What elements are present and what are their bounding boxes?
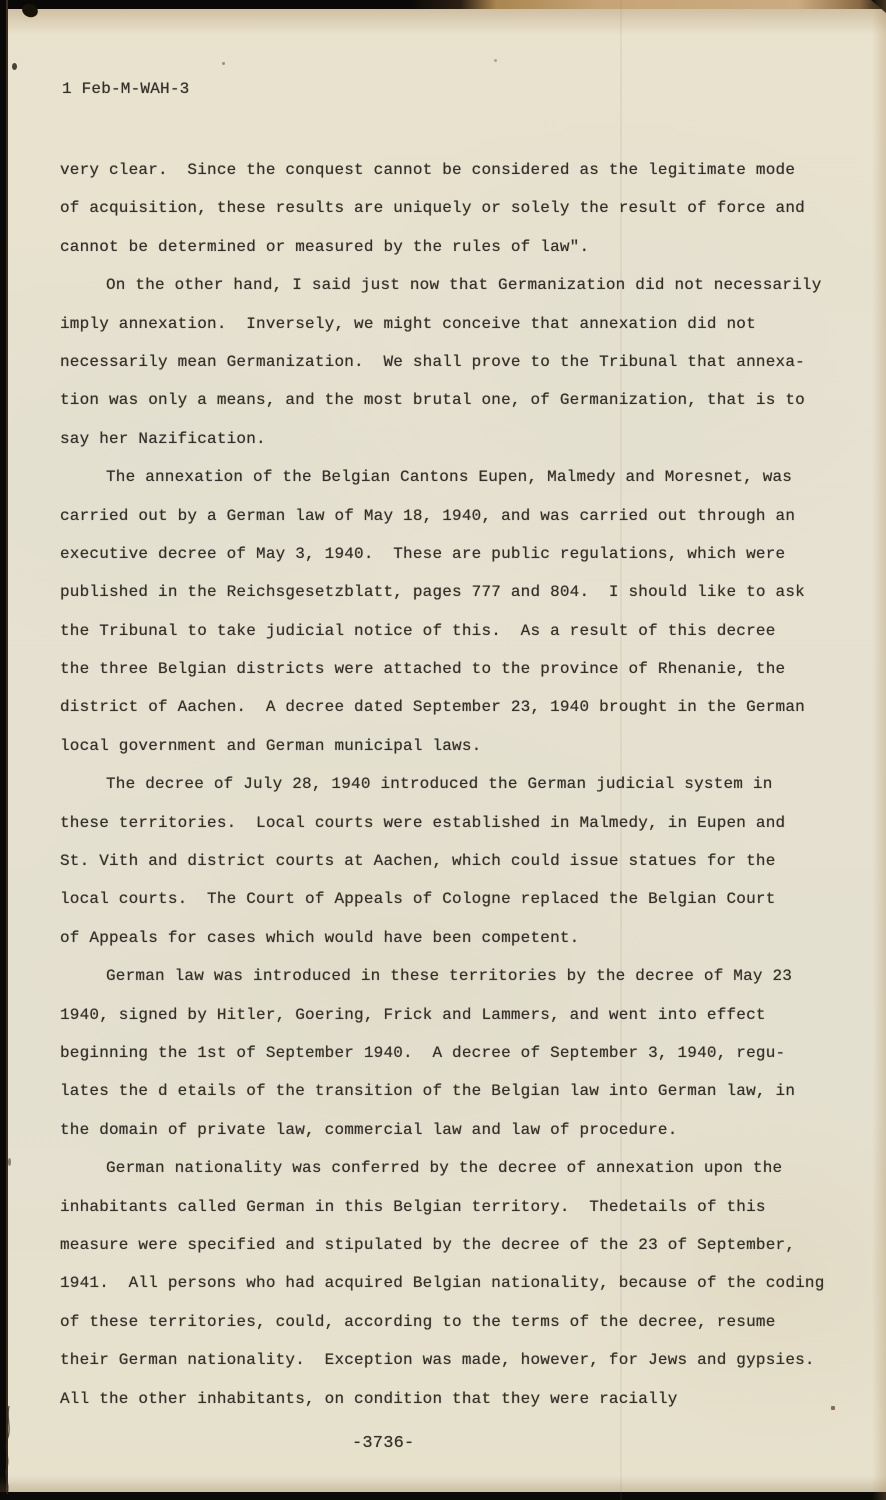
typed-line: German law was introduced in these territories by the decree of May 23 — [106, 967, 793, 986]
document-body — [0, 151, 886, 1418]
typed-line: the domain of private law, commercial law and law of procedure. — [60, 1120, 678, 1139]
typed-line: executive decree of May 3, 1940. These are public regulations, which were — [60, 544, 786, 563]
typed-line: All the other inhabitants, on condition that they were racially — [60, 1389, 678, 1408]
paper-top-shadow — [0, 9, 886, 35]
typed-line: imply annexation. Inversely, we might conceive that annexation did not — [60, 314, 756, 333]
typed-line: published in the Reichsgesetzblatt, pages 777 and 804. I should like to ask — [60, 583, 805, 602]
typed-line: local government and German municipal laws. — [60, 736, 482, 755]
typed-line: beginning the 1st of September 1940. A decree of September 3, 1940, regu- — [60, 1043, 786, 1062]
typed-line: these territories. Local courts were established in Malmedy, in Eupen and — [60, 813, 786, 832]
ink-speck — [494, 59, 497, 62]
scan-edge-top — [0, 0, 886, 9]
page-number: -3736- — [352, 1434, 415, 1453]
ink-speck — [222, 62, 225, 65]
typed-line: St. Vith and district courts at Aachen, which could issue statues for the — [60, 852, 776, 871]
typed-line: The annexation of the Belgian Cantons Eupen, Malmedy and Moresnet, was — [106, 468, 793, 487]
typed-line: of Appeals for cases which would have been competent. — [60, 928, 580, 947]
typed-line: The decree of July 28, 1940 introduced the German judicial system in — [106, 775, 773, 794]
typed-line: very clear. Since the conquest cannot be considered as the legitimate mode — [60, 161, 796, 179]
typed-line: of these territories, could, according to the terms of the decree, resume — [60, 1312, 776, 1331]
typed-line: carried out by a German law of May 18, 1940, and was carried out through an — [60, 506, 796, 525]
typed-line: say her Nazification. — [60, 429, 266, 448]
typed-line: the Tribunal to take judicial notice of this. As a result of this decree — [60, 621, 776, 640]
scan-edge-bottom — [0, 1492, 886, 1500]
typed-line: their German nationality. Exception was made, however, for Jews and gypsies. — [60, 1351, 815, 1370]
paper-bottom-shadow — [0, 1476, 886, 1492]
typed-line: inhabitants called German in this Belgian territory. Thedetails of this — [60, 1197, 766, 1216]
typed-line: On the other hand, I said just now that Germanization did not necessarily — [106, 276, 822, 295]
typed-line: necessarily mean Germanization. We shall prove to the Tribunal that annexa- — [60, 352, 805, 371]
typed-line: tion was only a means, and the most brutal one, of Germanization, that is to — [60, 391, 805, 410]
typed-line: 1941. All persons who had acquired Belgian nationality, because of the coding — [60, 1274, 825, 1293]
typed-line: lates the d etails of the transition of the Belgian law into German law, in — [60, 1082, 796, 1101]
ink-speck — [12, 63, 17, 70]
typed-line: German nationality was conferred by the decree of annexation upon the — [106, 1159, 783, 1178]
typed-line: 1940, signed by Hitler, Goering, Frick and Lammers, and went into effect — [60, 1005, 766, 1024]
typed-line: district of Aachen. A decree dated September 23, 1940 brought in the German — [60, 698, 805, 717]
typed-line: the three Belgian districts were attached to the province of Rhenanie, the — [60, 660, 786, 679]
typed-line: local courts. The Court of Appeals of Cologne replaced the Belgian Court — [60, 890, 776, 909]
typed-line: of acquisition, these results are uniquely or solely the result of force and — [60, 199, 805, 218]
page-header-reference: 1 Feb-M-WAH-3 — [62, 80, 190, 98]
typed-line: cannot be determined or measured by the rules of law". — [60, 237, 590, 256]
typed-line: measure were specified and stipulated by the decree of the 23 of September, — [60, 1235, 796, 1254]
